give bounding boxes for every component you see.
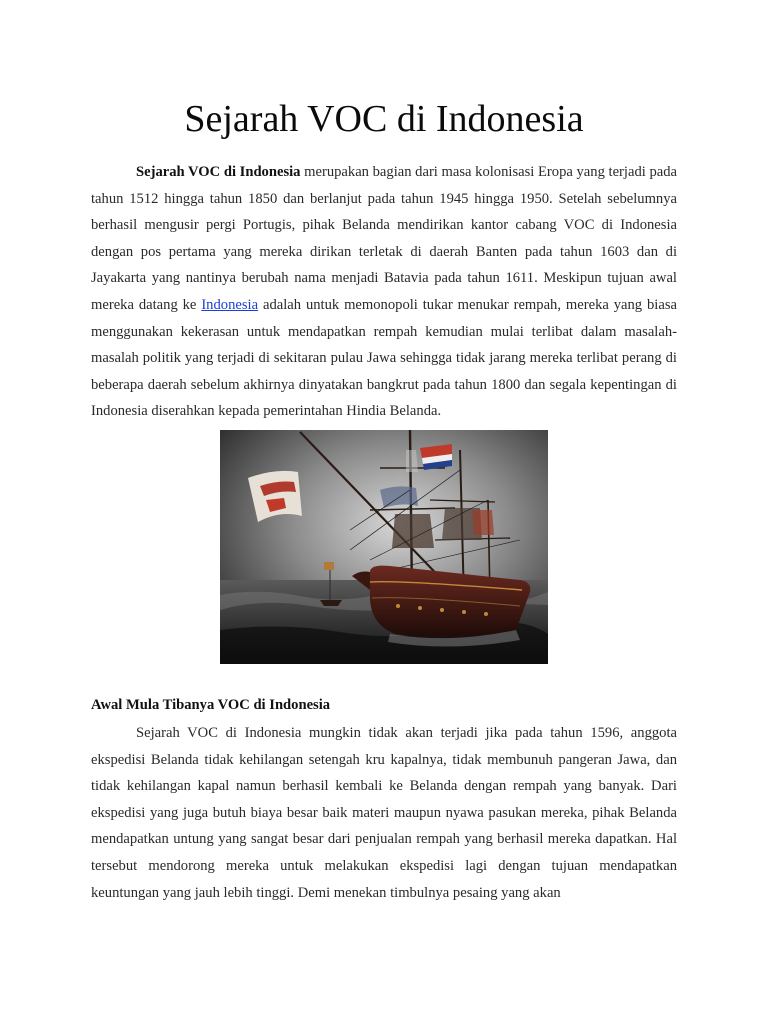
section-paragraph	[91, 720, 677, 906]
intro-lead: Sejarah VOC di Indonesia	[136, 164, 301, 180]
intro-paragraph	[91, 159, 677, 425]
section-text: Sejarah VOC di Indonesia mungkin tidak akan terjadi jika pada tahun 1596, anggota ekspedisi Belanda tidak kehilangan setengah kru kapalnya, tidak membunuh pangeran Jawa, dan tidak kehilangan kapal namun berhasil kembali ke Belanda dengan rempah yang banyak. Dari ekspedisi yang juga butuh biaya besar baik materi maupun nyawa pasukan mereka, pihak Belanda mendapatkan untung yang sangat besar dari penjualan rempah yang berhasil mereka dapatkan. Hal tersebut mendorong mereka untuk melakukan ekspedisi lagi dengan tujuan mendapatkan keuntungan yang jauh lebih tinggi. Demi menekan timbulnya pesaing yang akan	[91, 725, 677, 901]
voc-ship-photo	[220, 430, 548, 664]
indonesia-link[interactable]: Indonesia	[201, 296, 259, 313]
intro-text-after-link: adalah untuk memonopoli tukar menukar rempah, mereka yang biasa menggunakan kekerasan untuk mendapatkan rempah kemudian mulai terlibat dalam masalah-masalah politik yang terjadi di sekitaran pulau Jawa sehingga tidak jarang mereka terlibat perang di beberapa daerah sebelum akhirnya dinyatakan bangkrut pada tahun 1800 dan segala kepentingan di Indonesia diserahkan kepada pemerintahan Hindia Belanda.	[91, 296, 677, 420]
page-title: Sejarah VOC di Indonesia	[184, 98, 584, 140]
intro-text-before-link: merupakan bagian dari masa kolonisasi Eropa yang terjadi pada tahun 1512 hingga tahun 1850 dan berlanjut pada tahun 1945 hingga 1950. Setelah sebelumnya berhasil mengusir pergi Portugis, pihak Belanda mendirikan kantor cabang VOC di Indonesia dengan pos pertama yang mereka dirikan terletak di daerah Banten pada tahun 1603 dan di Jayakarta yang nantinya berubah nama menjadi Batavia pada tahun 1611. Meskipun tujuan awal mereka datang ke	[91, 164, 677, 313]
section-heading: Awal Mula Tibanya VOC di Indonesia	[91, 697, 331, 713]
